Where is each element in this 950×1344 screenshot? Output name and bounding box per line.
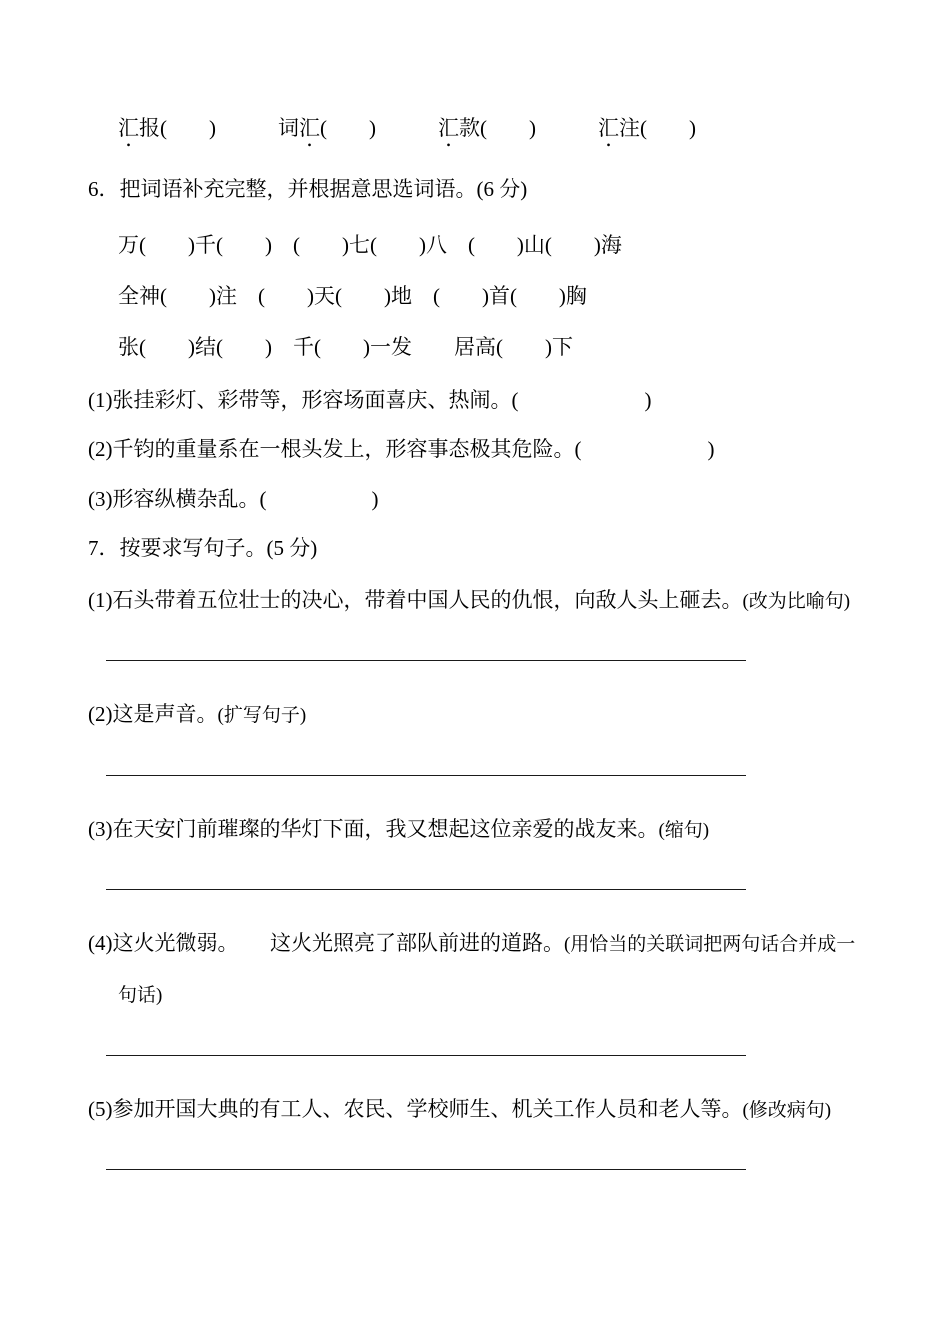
emphasized-char: 汇 — [438, 116, 459, 140]
answer-paren: ( ) — [160, 116, 216, 140]
word-item-huizhu — [598, 112, 696, 142]
q6-sub-1: (1)张挂彩灯、彩带等，形容场面喜庆、热闹。( ) — [88, 387, 652, 412]
q7-item-5 — [88, 1084, 864, 1135]
idiom-line-3: 张( )结( ) 千( )一发 居高( )下 — [118, 335, 573, 360]
word-post: 注 — [619, 116, 640, 140]
word-emphasis-row — [118, 112, 864, 142]
answer-paren: ( ) — [640, 116, 696, 140]
q7-item-4-text: (4)这火光微弱。 这火光照亮了部队前进的道路。 — [88, 930, 564, 955]
q7-item-5-text: (5)参加开国大典的有工人、农民、学校师生、机关工作人员和老人等。 — [88, 1096, 743, 1121]
answer-paren: ( ) — [480, 116, 536, 140]
answer-line-1[interactable] — [106, 632, 746, 661]
q7-item-5-note: (修改病句) — [742, 1099, 832, 1121]
emphasized-char: 汇 — [598, 116, 619, 140]
question-7 — [88, 533, 864, 1170]
q6-sub-2: (2)千钧的重量系在一根头发上，形容事态极其危险。( ) — [88, 437, 715, 462]
emphasized-char: 汇 — [118, 116, 139, 140]
q7-item-4 — [88, 918, 864, 1021]
question-6 — [88, 174, 864, 514]
idiom-line-1: 万( )千( ) ( )七( )八 ( )山( )海 — [118, 232, 622, 257]
question-6-title: 6．把词语补充完整，并根据意思选词语。(6 分) — [88, 177, 528, 201]
answer-line-4[interactable] — [106, 1027, 746, 1056]
idiom-line-2: 全神( )注 ( )天( )地 ( )首( )胸 — [118, 283, 587, 308]
word-post: 报 — [139, 116, 160, 140]
q7-item-4-note: (用恰当的关联词把两句话合并成一句话) — [118, 933, 856, 1007]
word-item-cihui — [278, 112, 376, 142]
q7-item-2-text: (2)这是声音。 — [88, 702, 218, 727]
question-7-title: 7．按要求写句子。(5 分) — [88, 536, 318, 561]
q6-sub-3: (3)形容纵横杂乱。( ) — [88, 486, 379, 511]
q7-item-2 — [88, 689, 864, 740]
q7-item-1-text: (1)石头带着五位壮士的决心，带着中国人民的仇恨，向敌人头上砸去。 — [88, 587, 743, 612]
answer-line-2[interactable] — [106, 747, 746, 776]
q7-item-1-note: (改为比喻句) — [742, 590, 851, 612]
q7-item-1 — [88, 575, 864, 626]
word-item-huikuan — [438, 112, 536, 142]
answer-paren: ( ) — [320, 116, 376, 140]
q6-subquestions — [88, 385, 864, 514]
q7-item-2-note: (扩写句子) — [217, 705, 307, 727]
emphasized-char: 汇 — [299, 116, 320, 140]
word-post: 款 — [459, 116, 480, 140]
answer-line-3[interactable] — [106, 861, 746, 890]
q7-item-3 — [88, 804, 864, 855]
q7-item-3-text: (3)在天安门前璀璨的华灯下面，我又想起这位亲爱的战友来。 — [88, 816, 659, 841]
answer-line-5[interactable] — [106, 1141, 746, 1170]
idiom-fill-block — [88, 230, 864, 363]
word-item-huibao — [118, 112, 216, 142]
q7-item-3-note: (缩句) — [658, 819, 710, 841]
word-pre: 词 — [278, 116, 299, 140]
